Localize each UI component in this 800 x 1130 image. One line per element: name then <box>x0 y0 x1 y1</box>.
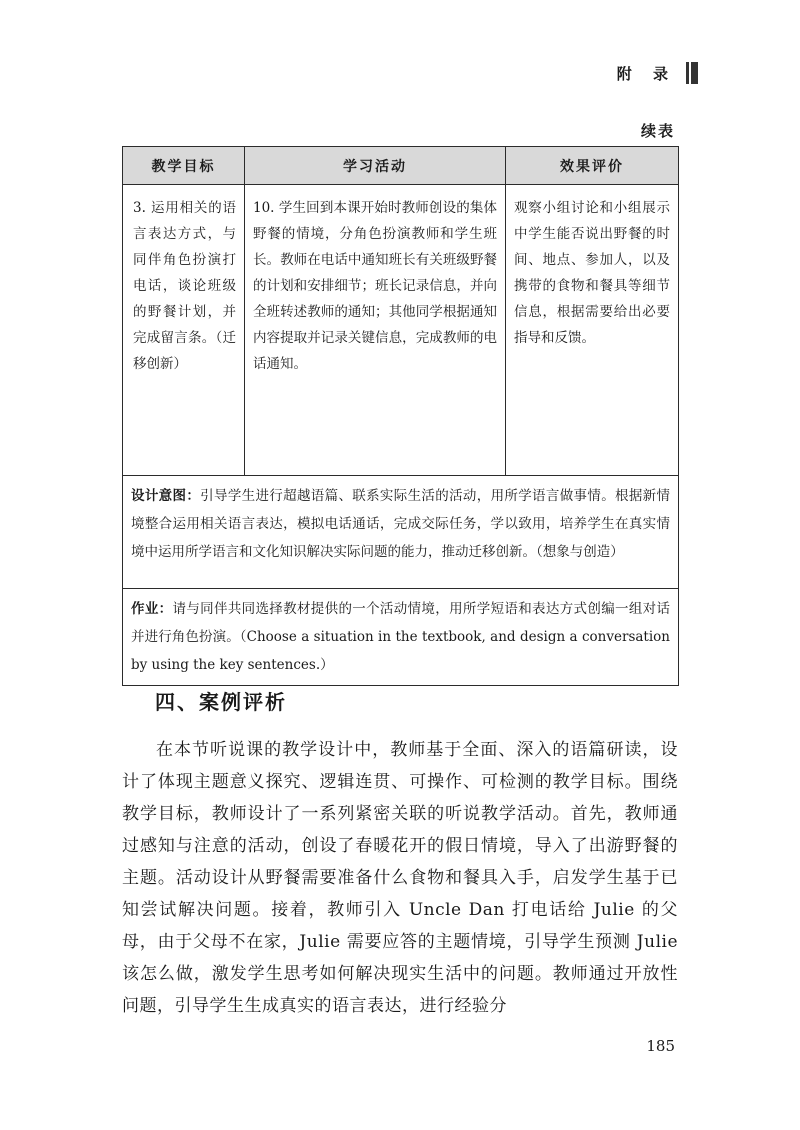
design-intent-text: 引导学生进行超越语篇、联系实际生活的活动，用所学语言做事情。根据新情境整合运用相关语言表达，模拟电话通话，完成交际任务，学以致用，培养学生在真实情境中运用所学语言和文化知识解决实际问题的能力，推动迁移创新。（想象与创造） <box>131 488 671 560</box>
running-header <box>617 62 698 84</box>
homework-text: 请与同伴共同选择教材提供的一个活动情境，用所学短语和表达方式创编一组对话并进行角色扮演。（Choose a situation in the textbook, and design a conversation by using the key sentences.） <box>131 601 671 673</box>
header-bar-marks <box>686 62 698 84</box>
homework-row <box>123 589 679 686</box>
table-row <box>123 185 679 476</box>
continued-label: 续表 <box>640 122 675 140</box>
evaluation-cell: 观察小组讨论和小组展示中学生能否说出野餐的时间、地点、参加人，以及携带的食物和餐具等细节信息，根据需要给出必要指导和反馈。 <box>506 185 679 476</box>
column-header-evaluation: 效果评价 <box>506 147 679 185</box>
running-title: 附 录 <box>616 64 676 83</box>
homework-label: 作业： <box>131 601 173 617</box>
lesson-table <box>122 146 678 686</box>
column-header-activity: 学习活动 <box>245 147 506 185</box>
table-header-row <box>123 147 679 185</box>
design-intent-cell <box>123 476 679 589</box>
body-paragraph: 在本节听说课的教学设计中，教师基于全面、深入的语篇研读，设计了体现主题意义探究、逻辑连贯、可操作、可检测的教学目标。围绕教学目标，教师设计了一系列紧密关联的听说教学活动。首先，教师通过感知与注意的活动，创设了春暖花开的假日情境，导入了出游野餐的主题。活动设计从野餐需要准备什么食物和餐具入手，启发学生基于已知尝试解决问题。接着，教师引入 Uncle Dan 打电话给 Julie 的父母，由于父母不在家，Julie 需要应答的主题情境，引导学生预测 Julie 该怎么做，激发学生思考如何解决现实生活中的问题。教师通过开放性问题，引导学生生成真实的语言表达，进行经验分 <box>122 740 678 1016</box>
design-intent-row <box>123 476 679 589</box>
goal-cell: 3. 运用相关的语言表达方式，与同伴角色扮演打电话，谈论班级的野餐计划，并完成留言条。（迁移创新） <box>123 185 245 476</box>
activity-cell: 10. 学生回到本课开始时教师创设的集体野餐的情境，分角色扮演教师和学生班长。教师在电话中通知班长有关班级野餐的计划和安排细节；班长记录信息，并向全班转述教师的通知；其他同学根据通知内容提取并记录关键信息，完成教师的电话通知。 <box>245 185 506 476</box>
column-header-goal: 教学目标 <box>123 147 245 185</box>
design-intent-label: 设计意图： <box>131 488 201 504</box>
page-number: 185 <box>646 1037 675 1055</box>
homework-cell <box>123 589 679 686</box>
section-heading: 四、案例评析 <box>155 690 287 714</box>
